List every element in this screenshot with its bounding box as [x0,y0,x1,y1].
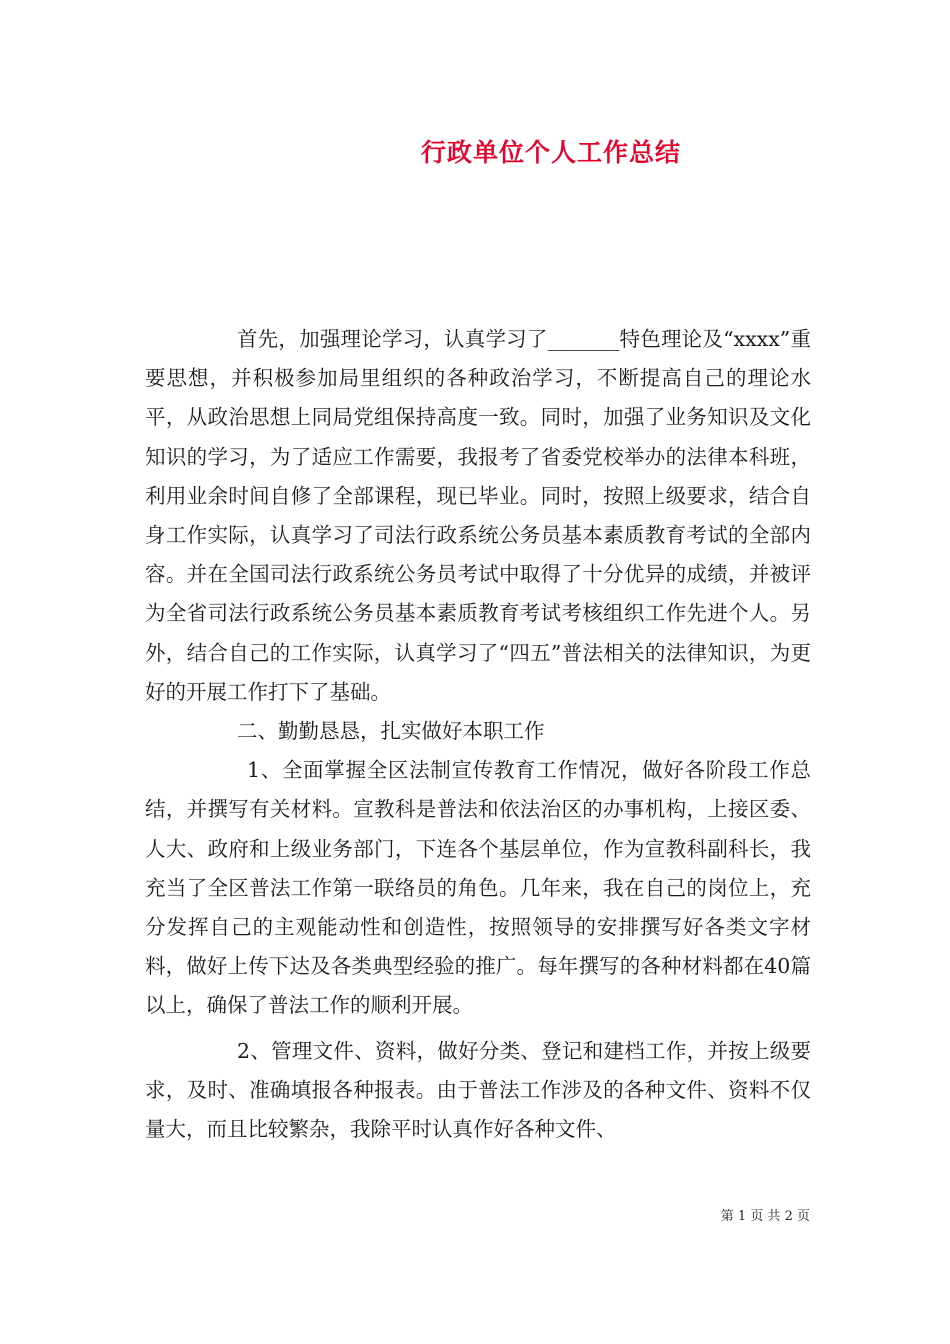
page-number: 第 1 页 共 2 页 [720,1209,810,1224]
page-title-text: 行政单位个人工作总结 [420,138,681,167]
document-body [145,320,811,1149]
section-heading-duties: 二、勤勤恳恳，扎实做好本职工作 [237,719,545,744]
paragraph-item-1: 1、全面掌握全区法制宣传教育工作情况，做好各阶段工作总结，并撰写有关材料。宣教科是普法和依法治区的办事机构，上接区委、人大、政府和上级业务部门，下连各个基层单位，作为宣教科副科长，我充当了全区普法工作第一联络员的角色。几年来，我在自己的岗位上，充分发挥自己的主观能动性和创造性，按照领导的安排撰写好各类文字材料，做好上传下达及各类典型经验的推广。每年撰写的各种材料都在40篇以上，确保了普法工作的顺利开展。 [145,758,811,1018]
paragraph-theory-study: 首先，加强理论学习，认真学习了_______特色理论及“xxxx”重要思想，并积极参加局里组织的各种政治学习，不断提高自己的理论水平，从政治思想上同局党组保持高度一致。同时，加强了业务知识及文化知识的学习，为了适应工作需要，我报考了省委党校举办的法律本科班，利用业余时间自修了全部课程，现已毕业。同时，按照上级要求，结合自身工作实际，认真学习了司法行政系统公务员基本素质教育考试的全部内容。并在全国司法行政系统公务员考试中取得了十分优异的成绩，并被评为全省司法行政系统公务员基本素质教育考试考核组织工作先进个人。另外，结合自己的工作实际，认真学习了“四五”普法相关的法律知识，为更好的开展工作打下了基础。 [145,327,811,704]
page-title [0,133,950,169]
paragraph-item-2: 2、管理文件、资料，做好分类、登记和建档工作，并按上级要求，及时、准确填报各种报表。由于普法工作涉及的各种文件、资料不仅量大，而且比较繁杂，我除平时认真作好各种文件、 [145,1038,811,1142]
